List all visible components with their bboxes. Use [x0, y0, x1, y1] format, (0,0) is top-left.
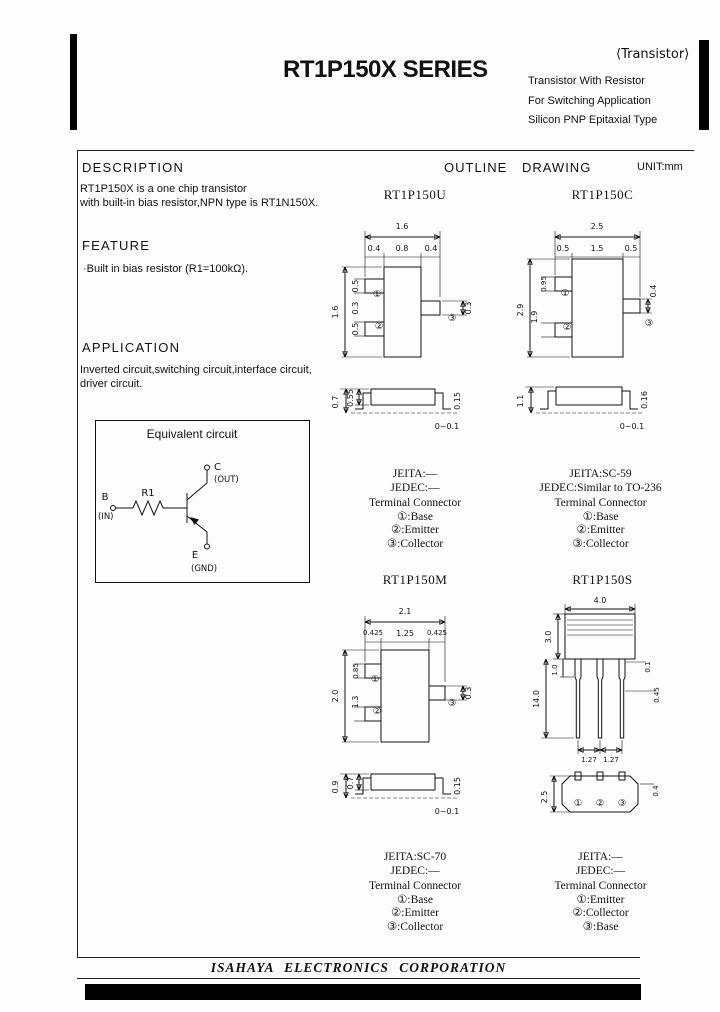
- lead-2: [597, 659, 603, 738]
- terminal-connector-heading: Terminal Connector: [368, 497, 462, 509]
- jedec-label: JEDEC:—: [390, 481, 440, 494]
- description-heading: DESCRIPTION: [82, 160, 185, 175]
- dim-side-height: 1.1: [516, 394, 525, 408]
- jedec-label: JEDEC:Similar to TO-236: [539, 481, 662, 494]
- dim-pitch-2: 1.27: [603, 756, 619, 764]
- footer-black-bar: [85, 984, 641, 1000]
- dim-lead-width2: 0.5: [351, 322, 360, 336]
- package-body: [572, 259, 623, 357]
- application-line: Inverted circuit,switching circuit,interface circuit,: [80, 364, 312, 376]
- package-name-rt1p150c: RT1P150C: [571, 187, 634, 202]
- dim-seg-mid: 1.5: [590, 244, 604, 253]
- dim-bottom-height: 2.5: [540, 790, 549, 804]
- header-divider: [77, 150, 694, 151]
- resistor-symbol: [133, 501, 163, 515]
- bottom-view: [540, 772, 660, 812]
- package-name-rt1p150s: RT1P150S: [572, 572, 633, 587]
- application-line: driver circuit.: [80, 378, 143, 390]
- dim-lead-thickness: 0.15: [453, 392, 462, 410]
- dim-standoff: 0~0.1: [434, 807, 460, 816]
- subtitle-line: Silicon PNP Epitaxial Type: [528, 114, 658, 126]
- terminal-3-mark: ③: [447, 698, 457, 709]
- dim-seg-right: 0.4: [424, 244, 438, 253]
- dim-lead-pitch: 0.95: [540, 276, 548, 292]
- dim-inner-height: 1.9: [530, 310, 539, 324]
- dim-seg-left: 0.425: [362, 629, 384, 637]
- dim-right-lead: 0.4: [649, 284, 658, 298]
- jedec-label: JEDEC:—: [390, 864, 440, 877]
- terminal-1-mark: ①: [560, 288, 570, 299]
- equivalent-circuit-diagram: [98, 462, 239, 574]
- package-name-rt1p150m: RT1P150M: [382, 572, 448, 587]
- terminal-3-mark: ③: [644, 318, 654, 329]
- equivalent-circuit-title: Equivalent circuit: [146, 427, 238, 441]
- application-heading: APPLICATION: [82, 340, 181, 355]
- dim-seg-left: 0.5: [556, 244, 570, 253]
- outline-drawing-rt1p150c: [510, 207, 695, 462]
- terminal-3-mark: ③: [447, 313, 457, 324]
- top-view: [331, 607, 473, 742]
- side-view: [331, 774, 462, 816]
- terminal-line: ②:Emitter: [391, 907, 439, 919]
- application-text: [80, 363, 312, 391]
- dim-lead-width: 0.45: [653, 687, 661, 703]
- lead-3: [623, 299, 640, 313]
- transistor-tag: ⟨Transistor⟩: [616, 47, 690, 62]
- dim-seg-right: 0.5: [624, 244, 638, 253]
- footer-divider-top: [77, 957, 640, 958]
- terminal-connector-heading: Terminal Connector: [554, 880, 647, 892]
- dim-pitch-1: 1.27: [581, 756, 597, 764]
- subtitle-line: For Switching Application: [528, 94, 651, 107]
- package-info-rt1p150u: [335, 468, 495, 551]
- footer-company: ISAHAYA ELECTRONICS CORPORATION: [210, 960, 507, 975]
- package-body: [384, 267, 421, 357]
- lead-3: [429, 686, 445, 700]
- dim-lead-thickness: 0.16: [640, 391, 649, 409]
- dim-body-height: 2.0: [331, 689, 340, 703]
- dim-right-lead: 0.3: [464, 301, 473, 315]
- terminal-2-mark: ②: [372, 706, 382, 717]
- label-in: (IN): [98, 512, 114, 522]
- dim-inner-height: 1.3: [351, 695, 360, 709]
- side-view: [331, 389, 462, 431]
- dim-lead-width: 0.3: [351, 301, 360, 315]
- pnp-emitter-arrow: [190, 517, 199, 525]
- unit-label: UNIT:mm: [637, 161, 683, 173]
- package-info-rt1p150s: [508, 851, 693, 934]
- dim-side-body: 0.7: [346, 776, 355, 790]
- terminal-1-mark: ①: [370, 674, 380, 685]
- equivalent-circuit-box: [95, 420, 310, 583]
- package-info-rt1p150m: [335, 851, 495, 934]
- outline-drawing-rt1p150u: [325, 207, 505, 462]
- dim-total-width: 2.1: [398, 607, 412, 616]
- terminal-2-mark: ②: [595, 798, 605, 809]
- package-name-rt1p150u: RT1P150U: [383, 187, 447, 202]
- feature-heading: FEATURE: [82, 238, 151, 253]
- subtitle-line: Transistor With Resistor: [528, 75, 645, 87]
- dim-total-width: 2.5: [590, 222, 604, 231]
- dim-lead-length: 14.0: [532, 690, 541, 708]
- front-view: [532, 596, 661, 764]
- header-subtitles: [528, 72, 657, 131]
- dim-lead-thickness: 0.1: [644, 661, 652, 673]
- jeita-label: JEITA:—: [578, 851, 623, 863]
- dim-bottom-thickness: 0.4: [652, 785, 660, 797]
- emitter-terminal-dot: [205, 544, 210, 549]
- dim-right-lead: 0.3: [464, 686, 473, 700]
- dim-body-height: 2.9: [516, 303, 525, 317]
- dim-side-height: 0.9: [331, 780, 340, 794]
- terminal-line: ①:Emitter: [576, 893, 625, 906]
- outline-drawing-rt1p150s: [510, 592, 695, 847]
- terminal-line: ①:Base: [582, 510, 619, 523]
- dim-lead-pitch: 0.5: [351, 279, 360, 293]
- feature-text: ·Built in bias resistor (R1=100kΩ).: [83, 263, 249, 275]
- dim-total-width: 1.6: [395, 222, 409, 231]
- dim-lead-thickness: 0.15: [453, 777, 462, 795]
- label-r1: R1: [141, 488, 155, 499]
- print-mark-left: [70, 34, 77, 130]
- jedec-label: JEDEC:—: [575, 864, 626, 877]
- terminal-2-mark: ②: [562, 322, 572, 333]
- terminal-3-mark: ③: [617, 798, 627, 809]
- terminal-line: ③:Base: [582, 920, 619, 933]
- terminal-connector-heading: Terminal Connector: [368, 880, 462, 892]
- dim-seg-right: 0.425: [426, 629, 448, 637]
- package-body: [565, 614, 635, 659]
- outline-drawing-rt1p150m: [325, 592, 505, 847]
- dim-body-height: 3.0: [544, 630, 553, 644]
- dim-seg-mid: 1.25: [396, 629, 414, 638]
- label-gnd: (GND): [191, 564, 218, 574]
- lead-3: [421, 301, 440, 315]
- package-info-rt1p150c: [508, 468, 693, 551]
- lead-3: [619, 659, 625, 738]
- print-mark-right: [699, 40, 709, 130]
- terminal-line: ②:Emitter: [576, 524, 625, 536]
- dim-side-height: 0.7: [331, 395, 340, 409]
- description-line: with built-in bias resistor,NPN type is RT1N150X.: [80, 197, 319, 209]
- footer-divider-bottom: [77, 978, 640, 979]
- dim-lead-pitch: 0.85: [352, 663, 360, 679]
- label-out: (OUT): [214, 475, 239, 485]
- base-terminal-dot: [111, 506, 116, 511]
- left-border-line: [77, 150, 78, 957]
- dim-shoulder: 1.0: [551, 664, 559, 676]
- description-text: [80, 182, 318, 210]
- terminal-line: ②:Collector: [572, 907, 629, 919]
- terminal-line: ①:Base: [397, 893, 433, 906]
- series-title: RT1P150X SERIES: [283, 56, 488, 83]
- collector-terminal-dot: [205, 465, 210, 470]
- dim-seg-mid: 0.8: [395, 244, 409, 253]
- jeita-label: JEITA:—: [392, 468, 438, 480]
- terminal-line: ③:Collector: [386, 920, 444, 933]
- terminal-1-mark: ①: [573, 798, 583, 809]
- dim-seg-left: 0.4: [367, 244, 381, 253]
- jeita-label: JEITA:SC-59: [569, 468, 632, 480]
- side-view: [516, 387, 649, 431]
- terminal-line: ②:Emitter: [391, 524, 439, 536]
- outline-drawing-heading: OUTLINE DRAWING: [444, 160, 592, 175]
- terminal-line: ①:Base: [397, 510, 433, 523]
- top-view: [516, 222, 658, 357]
- terminal-2-mark: ②: [374, 321, 384, 332]
- top-view: [331, 222, 473, 357]
- terminal-connector-heading: Terminal Connector: [554, 497, 647, 509]
- jeita-label: JEITA:SC-70: [383, 851, 447, 863]
- dim-body-height: 1.6: [331, 305, 340, 319]
- terminal-1-mark: ①: [372, 289, 382, 300]
- terminal-line: ③:Collector: [386, 537, 444, 550]
- label-emitter: E: [191, 550, 199, 561]
- terminal-line: ③:Collector: [572, 537, 629, 550]
- package-body: [381, 650, 429, 742]
- description-line: RT1P150X is a one chip transistor: [80, 183, 247, 195]
- dim-body-width: 4.0: [593, 596, 607, 605]
- label-base: B: [101, 492, 109, 503]
- label-collector: C: [214, 462, 221, 473]
- dim-standoff: 0~0.1: [619, 422, 645, 431]
- lead-1: [575, 659, 581, 738]
- dim-side-body: 0.55: [346, 389, 355, 407]
- dim-standoff: 0~0.1: [434, 422, 460, 431]
